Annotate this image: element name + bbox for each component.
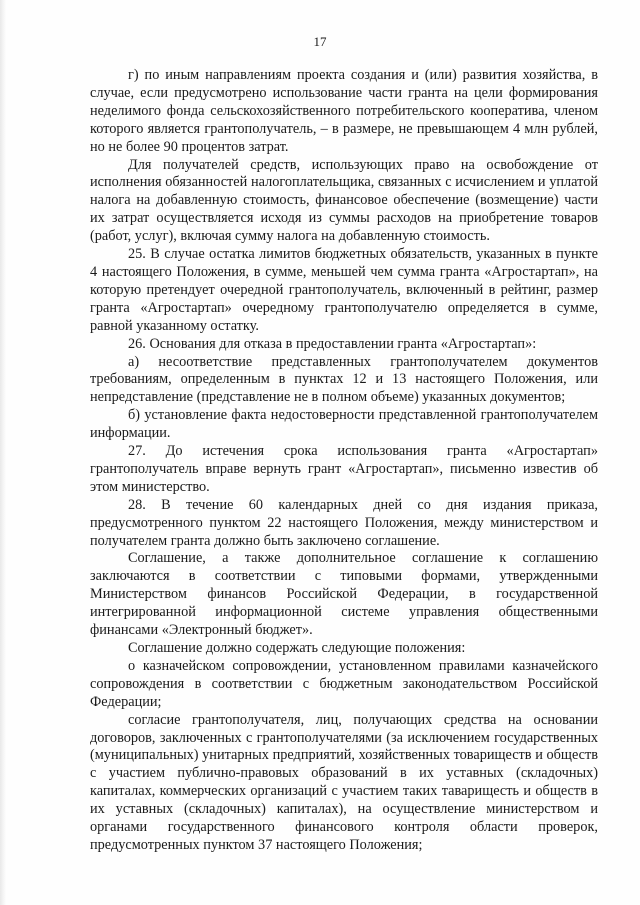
paragraph-26: 26. Основания для отказа в предоставлении гранта «Агростартап»: — [128, 335, 537, 352]
paragraph-25: 25. В случае остатка лимитов бюджетных обязательств, указанных в пункте 4 настоящего Положения, в сумме, меньшей чем сумма гранта «Агростартап», на которую претендует очередной грантополучатель, включенный в рейтинг, размер гранта «Агростартап» очередному грантополучателю определяется в сумме, равной указанному остатку. — [90, 246, 598, 334]
paragraph-vat-exemption: Для получателей средств, использующих право на освобождение от исполнения обязанностей налогоплательщика, связанных с исчислением и уплатой налога на добавленную стоимость, финансовое обеспечение (возмещение) части их затрат осуществляется исходя из суммы расходов на приобретение товаров (работ, услуг), включая сумму налога на добавленную стоимость. — [90, 156, 598, 245]
paragraph-audit-consent: согласие грантополучателя, лиц, получающих средства на основании договоров, заключенных с грантополучателями (за исключением государственных (муниципальных) унитарных предприятий, хозяйственных товариществ и обществ с участием публично-правовых образований в их уставных (складочных) капиталах, коммерческих организаций с участием таких таварищесть и обществ в их уставных (складочных) капиталах), на осуществление министерством и органами государственного финансового контроля области проверок, предусмотренных пунктом 37 настоящего Положения; — [90, 711, 598, 853]
scan-edge-shadow — [0, 0, 6, 905]
paragraph-agreement-contents: Соглашение должно содержать следующие положения: — [128, 640, 466, 656]
paragraph-27: 27. До истечения срока использования гранта «Агростартап» грантополучатель вправе вернуть грант «Агростартап», письменно известив об этом министерство. — [90, 443, 598, 495]
paragraph-26-b: б) установление факта недостоверности представленной грантополучателем информации. — [90, 407, 598, 442]
page-number: 17 — [313, 34, 327, 49]
paragraph-26-a: а) несоответствие представленных грантополучателем документов требованиям, определенным в пунктах 12 и 13 настоящего Положения, или непредставление (представление не в полном объеме) указанных документов; — [90, 353, 598, 406]
document-body — [90, 67, 598, 855]
paragraph-item-g: г) по иным направлениям проекта создания и (или) развития хозяйства, в случае, если предусмотрено использование части гранта на цели формирования неделимого фонда сельскохозяйственного потребительского кооператива, членом которого является грантополучатель, – в размере, не превышающем 4 млн рублей, но не более 90 процентов затрат. — [90, 67, 598, 155]
paragraph-treasury-support: о казначейском сопровождении, установленном правилами казначейского сопровождения в соответствии с бюджетным законодательством Российской Федерации; — [90, 657, 598, 710]
paragraph-agreement-forms: Соглашение, а также дополнительное соглашение к соглашению заключаются в соответствии с типовыми формами, утвержденными Министерством финансов Российской Федерации, в государственной интегрированной информационной системе управления общественными финансами «Электронный бюджет». — [90, 550, 598, 639]
paragraph-28: 28. В течение 60 календарных дней со дня издания приказа, предусмотренного пунктом 22 настоящего Положения, между министерством и получателем гранта должно быть заключено соглашение. — [90, 496, 598, 549]
